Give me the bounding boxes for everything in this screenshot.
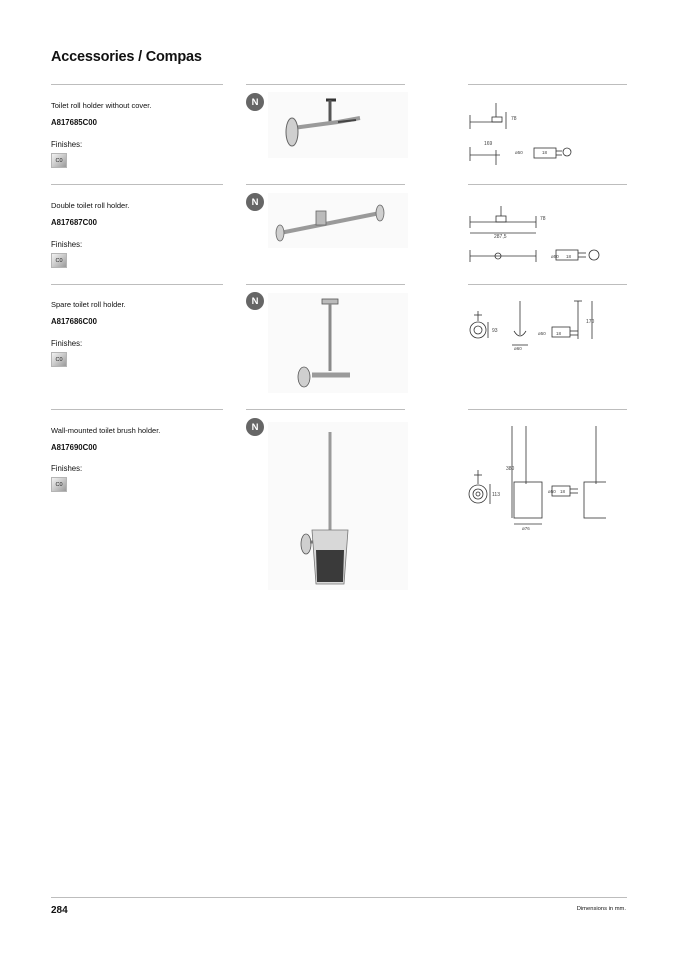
dimension-drawing bbox=[466, 198, 606, 268]
svg-text:18: 18 bbox=[560, 489, 566, 494]
product-code: A817686C00 bbox=[51, 317, 97, 326]
product-photo bbox=[268, 193, 408, 248]
product-photo bbox=[268, 293, 408, 393]
product-code: A817687C00 bbox=[51, 218, 97, 227]
new-badge: N bbox=[246, 292, 264, 310]
product-photo bbox=[268, 92, 408, 158]
finishes-label: Finishes: bbox=[51, 140, 83, 149]
svg-text:ø50: ø50 bbox=[551, 254, 559, 259]
svg-text:380: 380 bbox=[506, 466, 515, 472]
svg-text:ø60: ø60 bbox=[514, 346, 522, 351]
product-description: Spare toilet roll holder. bbox=[51, 300, 126, 309]
svg-text:287,5: 287,5 bbox=[494, 234, 507, 240]
svg-text:93: 93 bbox=[492, 328, 498, 334]
svg-text:18: 18 bbox=[556, 331, 562, 336]
finishes-label: Finishes: bbox=[51, 464, 83, 473]
new-badge: N bbox=[246, 93, 264, 111]
svg-text:18: 18 bbox=[542, 150, 548, 155]
svg-text:ø50: ø50 bbox=[538, 331, 546, 336]
page-title: Accessories / Compas bbox=[51, 49, 202, 65]
footer-divider bbox=[51, 897, 627, 898]
new-badge: N bbox=[246, 193, 264, 211]
svg-text:169: 169 bbox=[484, 141, 493, 147]
finishes-label: Finishes: bbox=[51, 240, 83, 249]
svg-text:78: 78 bbox=[511, 116, 517, 122]
product-code: A817685C00 bbox=[51, 118, 97, 127]
dimension-drawing bbox=[466, 95, 576, 165]
footer-note: Dimensions in mm. bbox=[576, 906, 626, 912]
svg-text:113: 113 bbox=[492, 492, 500, 498]
product-description: Toilet roll holder without cover. bbox=[51, 101, 152, 110]
finish-swatch: C0 bbox=[51, 253, 67, 268]
svg-text:18: 18 bbox=[566, 254, 572, 259]
finish-swatch: C0 bbox=[51, 477, 67, 492]
svg-text:ø76: ø76 bbox=[522, 526, 530, 531]
dimension-drawing bbox=[466, 422, 606, 532]
dimension-drawing bbox=[466, 297, 606, 352]
product-photo bbox=[268, 422, 408, 590]
finish-swatch: C0 bbox=[51, 153, 67, 168]
page-number: 284 bbox=[51, 905, 68, 916]
finish-swatch: C0 bbox=[51, 352, 67, 367]
finishes-label: Finishes: bbox=[51, 339, 83, 348]
svg-text:170: 170 bbox=[586, 319, 595, 325]
svg-text:ø50: ø50 bbox=[515, 150, 523, 155]
product-code: A817690C00 bbox=[51, 443, 97, 452]
product-description: Double toilet roll holder. bbox=[51, 201, 130, 210]
svg-text:ø50: ø50 bbox=[548, 489, 556, 494]
product-description: Wall-mounted toilet brush holder. bbox=[51, 426, 161, 435]
svg-text:78: 78 bbox=[540, 216, 546, 222]
new-badge: N bbox=[246, 418, 264, 436]
